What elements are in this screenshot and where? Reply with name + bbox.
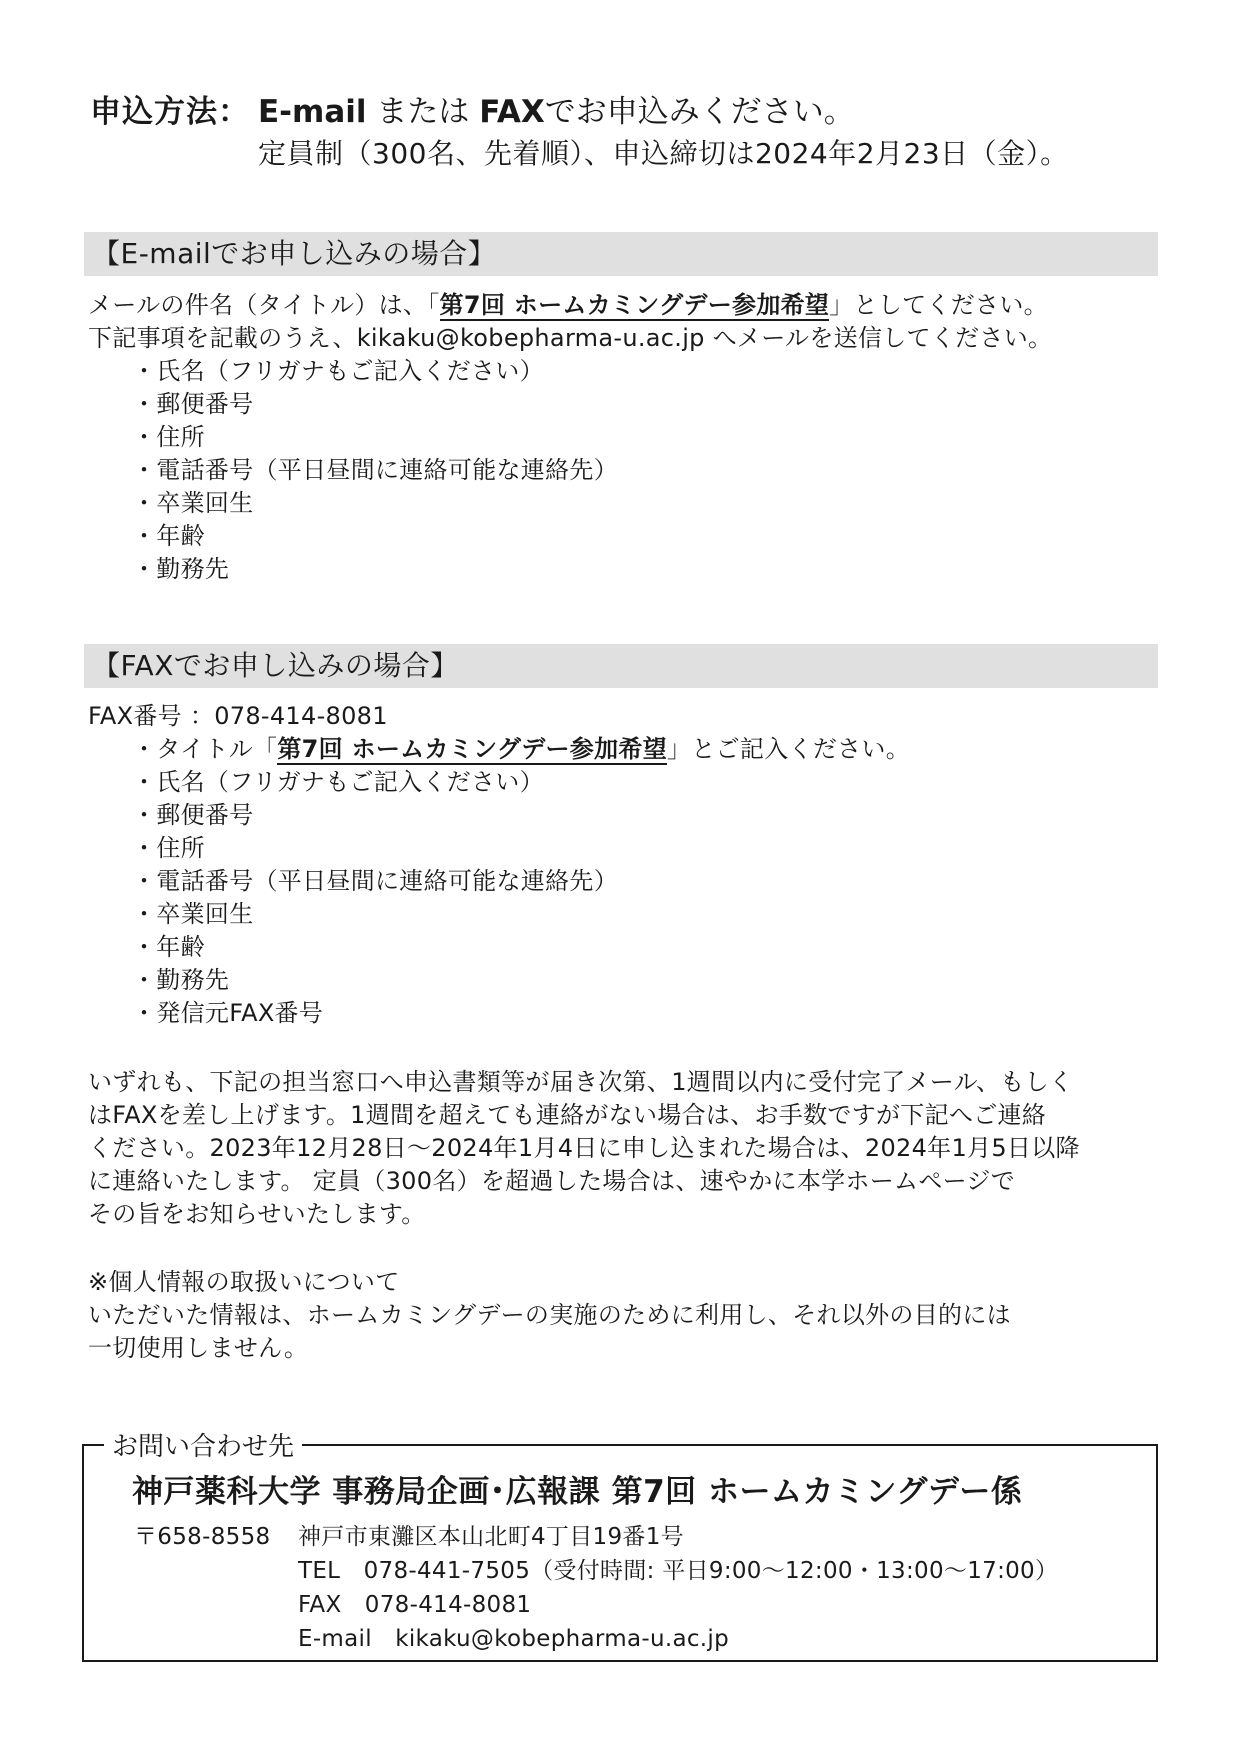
contact-organization: 神戸薬科大学 事務局企画･広報課 第7回 ホームカミングデー係 — [132, 1474, 1023, 1510]
fax-item: ・住所 — [132, 834, 205, 862]
email-section-heading: 【E-mailでお申し込みの場合】 — [84, 232, 1158, 276]
method-or: または — [366, 94, 480, 130]
contact-postal: 〒658-8558 — [134, 1524, 271, 1550]
contact-address: 神戸市東灘区本山北町4丁目19番1号 — [298, 1524, 684, 1550]
privacy-title: ※個人情報の取扱いについて — [88, 1268, 400, 1296]
fax-title-keyword: 第7回 ホームカミングデー参加希望 — [277, 735, 668, 763]
method-label: 申込方法： — [90, 94, 250, 130]
method-email: E-mail — [258, 94, 367, 130]
email-subject-keyword: 第7回 ホームカミングデー参加希望 — [439, 291, 830, 319]
email-intro-post: 」としてください。 — [829, 291, 1048, 319]
email-item: ・年齢 — [132, 522, 205, 550]
contact-fax: FAX 078-414-8081 — [298, 1592, 532, 1618]
fax-item: ・氏名（フリガナもご記入ください） — [132, 768, 544, 796]
notice-line: に連絡いたします。 定員（300名）を超過した場合は、速やかに本学ホームページで — [88, 1167, 1016, 1195]
email-intro-line1 — [88, 285, 1048, 320]
privacy-line: いただいた情報は、ホームカミングデーの実施のために利用し、それ以外の目的には — [88, 1301, 1011, 1329]
fax-item: ・年齢 — [132, 933, 205, 961]
email-item: ・卒業回生 — [132, 489, 254, 517]
email-item: ・郵便番号 — [132, 390, 254, 418]
notice-line: その旨をお知らせいたします。 — [88, 1200, 426, 1228]
email-item: ・電話番号（平日昼間に連絡可能な連絡先） — [132, 456, 618, 484]
privacy-line: 一切使用しません。 — [88, 1334, 309, 1362]
method-line2: 定員制（300名、先着順）、申込締切は2024年2月23日（金）。 — [258, 137, 1069, 170]
contact-email: E-mail kikaku@kobepharma-u.ac.jp — [298, 1626, 729, 1652]
email-item: ・氏名（フリガナもご記入ください） — [132, 357, 544, 385]
fax-section-heading: 【FAXでお申し込みの場合】 — [84, 644, 1158, 688]
notice-line: ください。2023年12月28日～2024年1月4日に申し込まれた場合は、2024年1月5日以降 — [88, 1134, 1080, 1162]
fax-title-line — [132, 729, 910, 764]
email-item: ・住所 — [132, 423, 205, 451]
contact-legend: お問い合わせ先 — [104, 1426, 302, 1463]
fax-item: ・卒業回生 — [132, 900, 254, 928]
fax-item: ・電話番号（平日昼間に連絡可能な連絡先） — [132, 867, 618, 895]
method-line1 — [258, 86, 855, 131]
contact-tel: TEL 078-441-7505（受付時間: 平日9:00～12:00・13:00～17:00） — [298, 1558, 1059, 1584]
fax-number: FAX番号 ：078-414-8081 — [88, 702, 388, 730]
email-intro-line2: 下記事項を記載のうえ、kikaku@kobepharma-u.ac.jp へメールを送信してください。 — [88, 324, 1053, 352]
notice-line: いずれも、下記の担当窓口へ申込書類等が届き次第、1週間以内に受付完了メール、もしく — [88, 1068, 1074, 1096]
fax-title-post: 」とご記入ください。 — [667, 735, 911, 763]
method-fax: FAX — [479, 94, 545, 130]
notice-line: はFAXを差し上げます。1週間を超えても連絡がない場合は、お手数ですが下記へご連絡 — [88, 1101, 1047, 1129]
email-intro-pre: メールの件名（タイトル）は、「 — [88, 291, 440, 319]
fax-title-pre: ・タイトル「 — [132, 735, 278, 763]
fax-item: ・発信元FAX番号 — [132, 999, 324, 1027]
fax-item: ・郵便番号 — [132, 801, 254, 829]
fax-item: ・勤務先 — [132, 966, 230, 994]
email-item: ・勤務先 — [132, 555, 230, 583]
method-request: でお申込みください。 — [544, 94, 855, 130]
